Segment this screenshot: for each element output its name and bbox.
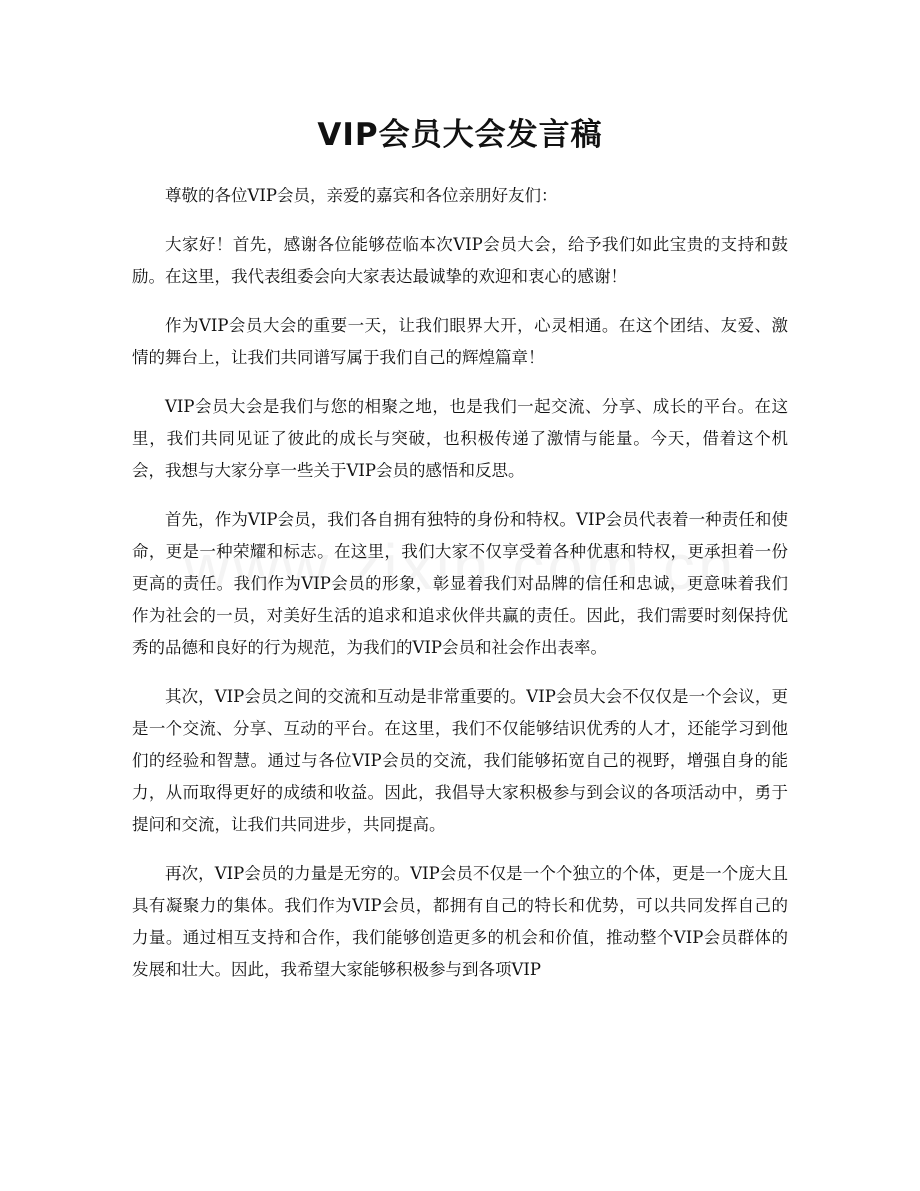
paragraph-communication: 其次，VIP会员之间的交流和互动是非常重要的。VIP会员大会不仅仅是一个会议，更是一个交流、分享、互动的平台。在这里，我们不仅能够结识优秀的人才，还能学习到他们的经验和智慧。通过与各位VIP会员的交流，我们能够拓宽自己的视野，增强自身的能力，从而取得更好的成绩和收益。因此，我倡导大家积极参与到会议的各项活动中，勇于提问和交流，让我们共同进步，共同提高。 — [132, 687, 788, 834]
document-body — [132, 180, 788, 986]
paragraph-power: 再次，VIP会员的力量是无穷的。VIP会员不仅是一个个独立的个体，更是一个庞大且具有凝聚力的集体。我们作为VIP会员，都拥有自己的特长和优势，可以共同发挥自己的力量。通过相互支持和合作，我们能够创造更多的机会和价值，推动整个VIP会员群体的发展和壮大。因此，我希望大家能够积极参与到各项VIP — [132, 864, 788, 979]
paragraph-identity: 首先，作为VIP会员，我们各自拥有独特的身份和特权。VIP会员代表着一种责任和使命，更是一种荣耀和标志。在这里，我们大家不仅享受着各种优惠和特权，更承担着一份更高的责任。我们作为VIP会员的形象，彰显着我们对品牌的信任和忠诚，更意味着我们作为社会的一员，对美好生活的追求和追求伙伴共赢的责任。因此，我们需要时刻保持优秀的品德和良好的行为规范，为我们的VIP会员和社会作出表率。 — [132, 510, 788, 657]
paragraph-greeting: 大家好！首先，感谢各位能够莅临本次VIP会员大会，给予我们如此宝贵的支持和鼓励。在这里，我代表组委会向大家表达最诚挚的欢迎和衷心的感谢！ — [132, 235, 788, 286]
paragraph-salutation: 尊敬的各位VIP会员，亲爱的嘉宾和各位亲朋好友们： — [165, 186, 558, 205]
page-title: VIP会员大会发言稿 — [317, 117, 603, 153]
paragraph-important-day: 作为VIP会员大会的重要一天，让我们眼界大开，心灵相通。在这个团结、友爱、激情的舞台上，让我们共同谱写属于我们自己的辉煌篇章！ — [132, 316, 788, 367]
paragraph-platform: VIP会员大会是我们与您的相聚之地，也是我们一起交流、分享、成长的平台。在这里，我们共同见证了彼此的成长与突破，也积极传递了激情与能量。今天，借着这个机会，我想与大家分享一些关于VIP会员的感悟和反思。 — [132, 397, 788, 480]
